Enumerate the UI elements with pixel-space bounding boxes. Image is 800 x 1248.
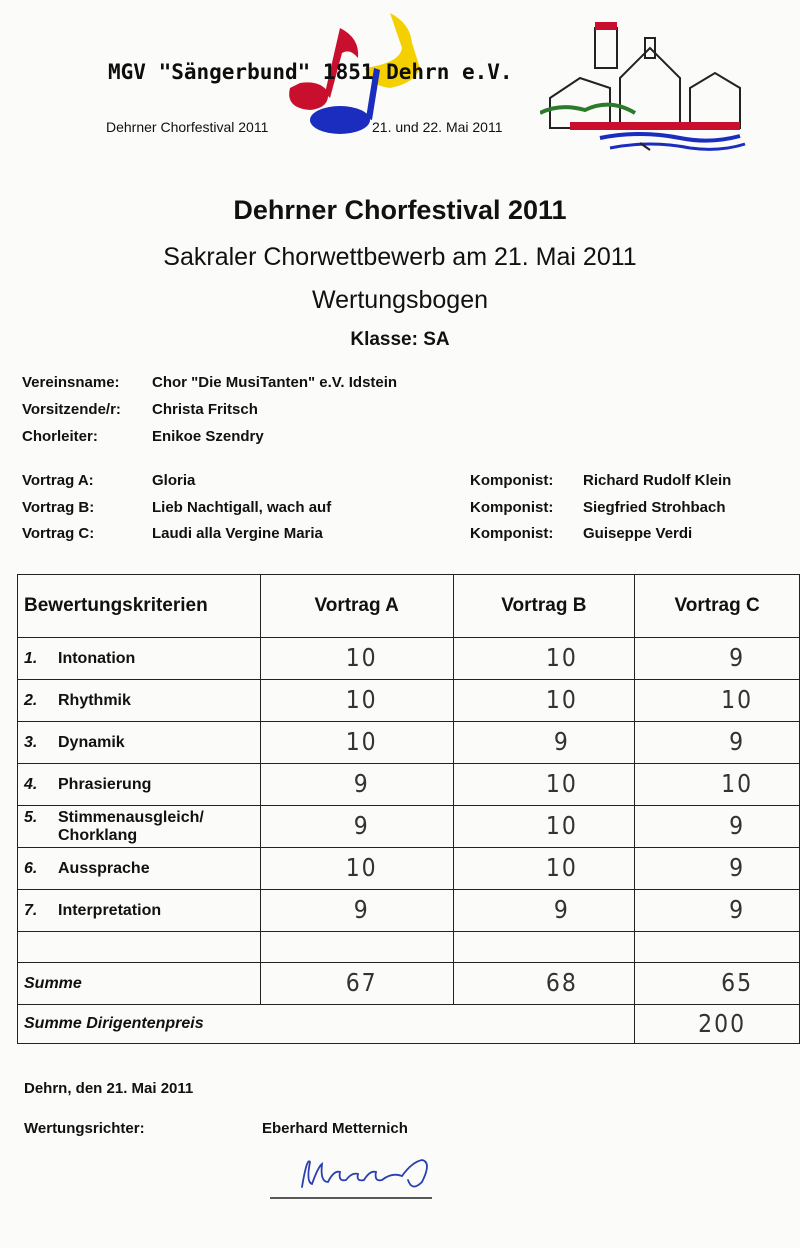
- score-b: 10: [545, 770, 578, 799]
- score-b: 10: [545, 812, 578, 841]
- criterion-number: 1.: [24, 649, 38, 667]
- criterion-number: 2.: [24, 691, 38, 709]
- criterion-cell: [18, 806, 261, 848]
- sum-b-cell: [453, 963, 635, 1005]
- header-criteria: Bewertungskriterien: [18, 575, 261, 638]
- criterion-cell: [18, 764, 261, 806]
- score-a: 10: [345, 728, 378, 757]
- table-row: [18, 764, 800, 806]
- score-c: 9: [729, 854, 746, 883]
- criterion-cell: [18, 848, 261, 890]
- director-sum-cell: [635, 1005, 800, 1044]
- empty-cell: [260, 932, 453, 963]
- town-skyline-logo-icon: [540, 18, 750, 158]
- place-date: Dehrn, den 21. Mai 2011: [24, 1080, 194, 1097]
- score-c-cell: [635, 680, 800, 722]
- score-c: 10: [721, 770, 754, 799]
- criterion-name: Interpretation: [58, 901, 162, 919]
- piece-c-label: Vortrag C:: [22, 525, 95, 542]
- score-c-cell: [635, 764, 800, 806]
- score-b-cell: [453, 638, 635, 680]
- sum-c-cell: [635, 963, 800, 1005]
- criterion-cell: [18, 680, 261, 722]
- header-vortrag-c: Vortrag C: [635, 575, 800, 638]
- criterion-name: Dynamik: [58, 733, 125, 751]
- criterion-name: Aussprache: [58, 859, 150, 877]
- criterion-name: Phrasierung: [58, 775, 152, 793]
- club-label: Vereinsname:: [22, 374, 120, 391]
- score-a-cell: [260, 848, 453, 890]
- director-sum: 200: [698, 1009, 747, 1039]
- score-c: 9: [729, 812, 746, 841]
- empty-cell: [453, 932, 635, 963]
- director-sum-row: [18, 1005, 800, 1044]
- class-label: Klasse: SA: [350, 329, 450, 350]
- score-b-cell: [453, 764, 635, 806]
- score-c: 9: [729, 644, 746, 673]
- festival-name: Dehrner Chorfestival 2011: [106, 119, 269, 135]
- criterion-number: 7.: [24, 901, 38, 919]
- signature-icon: [262, 1142, 452, 1212]
- score-b-cell: [453, 806, 635, 848]
- sum-c: 65: [721, 969, 754, 998]
- empty-cell: [635, 932, 800, 963]
- score-a: 10: [345, 686, 378, 715]
- score-b-cell: [453, 890, 635, 932]
- piece-a-title: Gloria: [152, 472, 196, 489]
- score-c-cell: [635, 806, 800, 848]
- piece-a-composer-label: Komponist:: [470, 472, 554, 489]
- header-vortrag-a: Vortrag A: [260, 575, 453, 638]
- chair-value: Christa Fritsch: [152, 401, 258, 418]
- score-c-cell: [635, 638, 800, 680]
- piece-c-title: Laudi alla Vergine Maria: [152, 525, 323, 542]
- sum-label: Summe: [18, 963, 261, 1005]
- score-a-cell: [260, 764, 453, 806]
- criterion-name: Stimmenausgleich/: [58, 808, 204, 826]
- score-c: 10: [721, 686, 754, 715]
- sheet-title: Wertungsbogen: [311, 286, 489, 314]
- table-row: [18, 680, 800, 722]
- score-c: 9: [729, 728, 746, 757]
- sum-a: 67: [345, 969, 378, 998]
- table-row-empty: [18, 932, 800, 963]
- club-value: Chor "Die MusiTanten" e.V. Idstein: [152, 374, 398, 391]
- judge-label: Wertungsrichter:: [24, 1120, 145, 1137]
- criterion-cell: [18, 722, 261, 764]
- score-a-cell: [260, 722, 453, 764]
- sum-b: 68: [545, 969, 578, 998]
- empty-cell: [18, 932, 261, 963]
- criterion-number: 4.: [24, 775, 38, 793]
- score-b-cell: [453, 848, 635, 890]
- piece-a-label: Vortrag A:: [22, 472, 94, 489]
- piece-b-title: Lieb Nachtigall, wach auf: [152, 499, 332, 516]
- director-sum-label: Summe Dirigentenpreis: [18, 1005, 635, 1044]
- score-c-cell: [635, 848, 800, 890]
- chair-label: Vorsitzende/r:: [22, 401, 121, 418]
- score-a: 9: [353, 896, 370, 925]
- score-b-cell: [453, 722, 635, 764]
- criterion-name: Rhythmik: [58, 691, 131, 709]
- score-c: 9: [729, 896, 746, 925]
- table-row: [18, 638, 800, 680]
- sum-row: [18, 963, 800, 1005]
- criterion-cell: [18, 890, 261, 932]
- score-a: 9: [353, 812, 370, 841]
- header-vortrag-b: Vortrag B: [453, 575, 635, 638]
- table-row: [18, 722, 800, 764]
- criterion-number: 5.: [24, 808, 38, 826]
- document-subtitle: Sakraler Chorwettbewerb am 21. Mai 2011: [163, 243, 637, 271]
- score-b: 9: [553, 896, 570, 925]
- table-header-row: [18, 575, 800, 638]
- document-title: Dehrner Chorfestival 2011: [233, 195, 567, 225]
- score-a: 10: [345, 644, 378, 673]
- score-b: 10: [545, 686, 578, 715]
- score-a: 9: [353, 770, 370, 799]
- conductor-label: Chorleiter:: [22, 428, 98, 445]
- piece-b-composer-label: Komponist:: [470, 499, 554, 516]
- organization-title: MGV "Sängerbund" 1851 Dehrn e.V.: [108, 60, 513, 84]
- score-table: [17, 574, 800, 1044]
- score-a-cell: [260, 806, 453, 848]
- piece-c-composer-label: Komponist:: [470, 525, 554, 542]
- criterion-name-line2: Chorklang: [58, 826, 138, 844]
- judge-name: Eberhard Metternich: [262, 1120, 408, 1137]
- criterion-cell: [18, 638, 261, 680]
- criterion-number: 6.: [24, 859, 38, 877]
- piece-b-composer: Siegfried Strohbach: [583, 499, 726, 516]
- piece-a-composer: Richard Rudolf Klein: [583, 472, 732, 489]
- table-row: [18, 890, 800, 932]
- score-c-cell: [635, 890, 800, 932]
- criterion-number: 3.: [24, 733, 38, 751]
- score-a-cell: [260, 638, 453, 680]
- table-row: [18, 848, 800, 890]
- score-c-cell: [635, 722, 800, 764]
- festival-dates: 21. und 22. Mai 2011: [372, 119, 503, 135]
- sum-a-cell: [260, 963, 453, 1005]
- score-b: 10: [545, 854, 578, 883]
- score-b: 10: [545, 644, 578, 673]
- score-a-cell: [260, 680, 453, 722]
- piece-c-composer: Guiseppe Verdi: [583, 525, 693, 542]
- table-row: [18, 806, 800, 848]
- criterion-name: Intonation: [58, 649, 136, 667]
- score-b: 9: [553, 728, 570, 757]
- piece-b-label: Vortrag B:: [22, 499, 95, 516]
- score-b-cell: [453, 680, 635, 722]
- score-a-cell: [260, 890, 453, 932]
- conductor-value: Enikoe Szendry: [152, 428, 264, 445]
- score-a: 10: [345, 854, 378, 883]
